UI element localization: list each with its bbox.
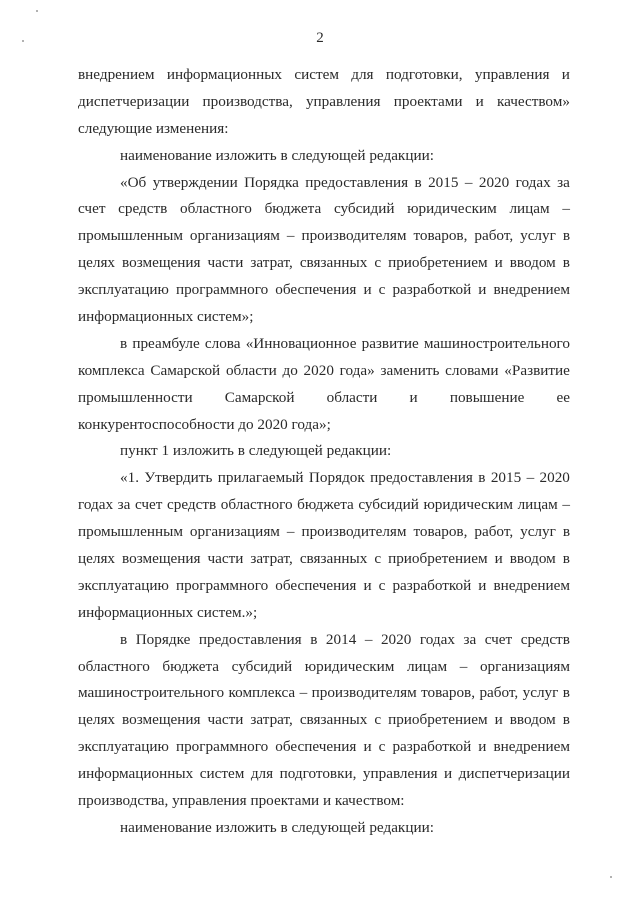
- text-line: целях возмещения части затрат, связанных с приобретением и вводом в: [78, 711, 570, 729]
- text-line: комплекса Самарской области до 2020 года» заменить словами «Развитие: [78, 361, 570, 379]
- text-line: счет средств областного бюджета субсидий юридическим лицам –: [78, 200, 570, 218]
- text-line: наименование изложить в следующей редакции:: [120, 146, 434, 164]
- text-line: машиностроительного комплекса – производителям товаров, работ, услуг в: [78, 684, 570, 702]
- text-line: следующие изменения:: [78, 119, 229, 137]
- text-line: в преамбуле слова «Инновационное развитие машиностроительного: [120, 334, 570, 352]
- text-line: производства, управления проектами и качеством:: [78, 792, 405, 810]
- text-line: промышленным организациям – производителям товаров, работ, услуг в: [78, 227, 570, 245]
- text-line: целях возмещения части затрат, связанных с приобретением и вводом в: [78, 550, 570, 568]
- text-line: диспетчеризации производства, управления проектами и качеством»: [78, 92, 570, 110]
- text-line: пункт 1 изложить в следующей редакции:: [120, 442, 392, 460]
- scan-speck: [22, 40, 24, 42]
- text-line: «1. Утвердить прилагаемый Порядок предоставления в 2015 – 2020: [120, 469, 570, 487]
- scan-speck: [36, 10, 38, 12]
- text-line: эксплуатацию программного обеспечения и с разработкой и внедрением: [78, 576, 570, 594]
- text-line: промышленности Самарской области и повышение ее: [78, 388, 570, 406]
- text-line: областного бюджета субсидий юридическим лицам – организациям: [78, 657, 570, 675]
- document-body: [78, 62, 570, 842]
- text-line: информационных систем»;: [78, 308, 254, 326]
- text-line: эксплуатацию программного обеспечения и с разработкой и внедрением: [78, 738, 570, 756]
- page-number: 2: [316, 30, 324, 46]
- text-line: внедрением информационных систем для подготовки, управления и: [78, 66, 570, 83]
- text-line: информационных систем для подготовки, управления и диспетчеризации: [78, 765, 570, 783]
- text-line: в Порядке предоставления в 2014 – 2020 годах за счет средств: [120, 630, 570, 648]
- text-line: «Об утверждении Порядка предоставления в 2015 – 2020 годах за: [120, 173, 570, 191]
- text-line: наименование изложить в следующей редакции:: [120, 818, 434, 836]
- text-line: информационных систем.»;: [78, 603, 258, 621]
- text-line: эксплуатацию программного обеспечения и с разработкой и внедрением: [78, 281, 570, 299]
- scan-speck: [610, 876, 612, 878]
- text-line: годах за счет средств областного бюджета субсидий юридическим лицам –: [78, 496, 570, 514]
- text-line: конкурентоспособности до 2020 года»;: [78, 415, 331, 433]
- text-line: целях возмещения части затрат, связанных с приобретением и вводом в: [78, 254, 570, 272]
- text-line: промышленным организациям – производителям товаров, работ, услуг в: [78, 523, 570, 541]
